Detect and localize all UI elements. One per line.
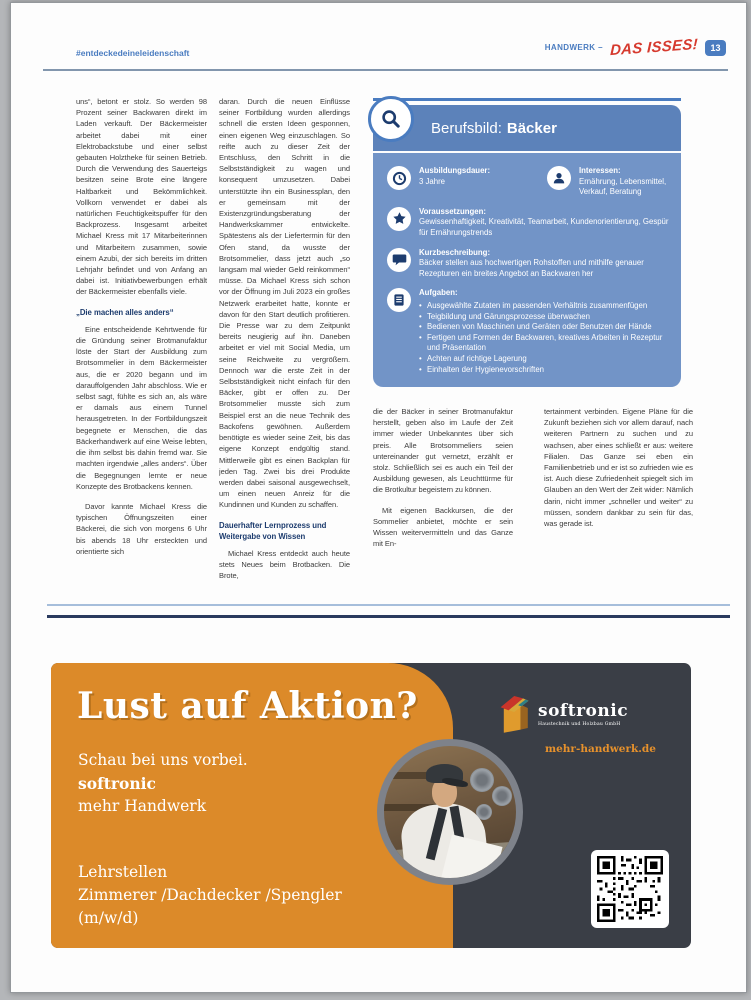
paragraph: die der Bäcker in seiner Brotmanufaktur herstellt, geben also im Laufe der Zeit immer wieder Unbekanntes über sich preis. Alle Brotsommeliers seien untereinander gut vernetzt, erzählt er stolz. Schließlich sei es auch ein Teil der Ausbildung gewesen, als Leuchttürme für die Brotkultur begeistern zu können. <box>373 407 513 495</box>
paragraph: Eine entscheidende Kehrtwende für die Gründung seiner Brotmanufaktur löste der Start der Ausbildung zum Brotsommelier in dem Bäckermeister aus, die er 2020 begann und im darauffolgenden Jahr abschloss. Wie er selbst sagt, fühlte es sich an, als wäre er damals aus einem Tunnel herausgetreten. In der Fortbildungszeit begegnete er Menschen, die das Bäckerhandwerk auf eine Weise lebten, die ihm selbst bis dahin fremd war. Sie machten irgendwie „alles anders“. Über die Begegnungen lernte er neue Konzepte des Brotbackens kennen. <box>76 324 207 491</box>
brand-slogan: DAS ISSES! <box>609 35 699 60</box>
advertisement <box>51 663 691 948</box>
infobox-requirements <box>387 207 669 239</box>
ad-job-line: (m/w/d) <box>78 909 139 927</box>
paragraph: tertainment verbinden. Eigene Pläne für die Zukunft beziehen sich vor allem darauf, nach weiteren Partnern zu suchen und zu wachsen, aber eines schließt er aus: weitere Filialen. Das Ganze sei eben ein Familienbetrieb und er ist so zufrieden wie es ist. Auch diese Zufriedenheit spiegelt sich im Glauben an den Wert der Zeit wider: Nämlich darin, nicht immer „schneller und weiter“ zu müssen, sondern dankbar zu sein für das, was gerade ist. <box>544 407 693 529</box>
softronic-logo <box>499 689 628 739</box>
house-logo-icon <box>499 689 531 739</box>
article-column-1 <box>76 96 207 580</box>
magazine-page <box>10 2 747 993</box>
person-icon <box>547 166 571 190</box>
infobox-value: 3 Jahre <box>419 176 446 186</box>
task-item: • Bedienen von Maschinen und Geräten oder Benutzen der Hände <box>419 322 669 333</box>
job-profile-infobox <box>373 105 681 387</box>
paragraph: Mit eigenen Backkursen, die der Sommelier anbietet, möchte er sein Wissen weitervermitteln und das Ganze mit En- <box>373 505 513 549</box>
ad-line: mehr Handwerk <box>78 797 207 815</box>
page-number-badge: 13 <box>705 40 726 56</box>
infobox-value: Ernährung, Lebensmittel, Verkauf, Beratung <box>579 176 667 197</box>
infobox-value: Gewissenhaftigkeit, Kreativität, Teamarbeit, Kundenorientierung, Gespür für Ernährungstrends <box>419 217 669 237</box>
paragraph: uns“, betont er stolz. So werden 98 Prozent seiner Backwaren direkt im Laden verkauft. Der Bäckermeister arbeitet dabei mit einer Elektrobackstube und einer selbst gebauten Holztheke für seinen Betrieb. Durch die Verwendung des Sauerteigs besitzen seine Brote eine längere Haltbarkeit und Bekömmlichkeit. Vollkorn verwendet er dabei als natürlichen Feuchtigkeitspuffer für den Backprozess. Insgesamt arbeitet Michael Kress mit 17 Mitarbeiterinnen und Mitarbeitern zusammen, sowie einem Azubi, der sich bereits im dritten Lehrjahr befindet und von Anfang an dabei ist. Initiativbewerbungen erhält der Bäckermeister ebenfalls viele. <box>76 97 207 297</box>
ad-job-line: Lehrstellen <box>78 863 168 881</box>
header-hashtag: #entdeckedeineleidenschaft <box>76 48 190 58</box>
section-heading: Dauerhafter Lernprozess und Weitergabe von Wissen <box>219 520 327 541</box>
infobox-label: Ausbildungsdauer: <box>419 166 491 175</box>
infobox-title <box>373 105 681 151</box>
worker-photo <box>377 739 523 885</box>
qr-code <box>591 850 669 928</box>
header-brand-group <box>544 35 726 60</box>
article-column-4 <box>544 406 693 576</box>
infobox-label: Voraussetzungen: <box>419 206 487 216</box>
clock-icon <box>387 166 411 190</box>
infobox-title-value: Bäcker <box>506 119 557 137</box>
search-icon <box>368 96 414 142</box>
clipboard-list-icon <box>387 288 411 312</box>
infobox-title-label: Berufsbild: <box>431 119 502 137</box>
ad-website-url: mehr-handwerk.de <box>545 743 656 755</box>
article-column-3 <box>373 406 513 576</box>
ad-job-line: Zimmerer /Dachdecker /Spengler <box>78 886 342 904</box>
section-heading: „Die machen alles anders“ <box>76 307 174 317</box>
task-item: • Teigbildung und Gärungsprozesse überwachen <box>419 312 669 323</box>
header-divider <box>43 69 728 71</box>
infobox-body <box>373 153 681 387</box>
task-item: • Achten auf richtige Lagerung <box>419 354 669 365</box>
paragraph: daran. Durch die neuen Einflüsse seiner Fortbildung wurden allerdings schnell die ersten Ideen gesponnen, einen eigenen Weg einzuschlagen. So reifte auch zu dieser Zeit der Entschluss, den Schritt in die Selbstständigkeit zu wagen und konsequent umzusetzen. Dabei unterstützte ihn ein Businessplan, den er gemeinsam mit der Existenzgründungsberatung der Handwerkskammer entwickelte. Spätestens als der Liefertermin für den Ofen stand, da wusste der Brotsommelier, dass jetzt auch „so langsam mal wieder Geld reinkommen“ müsse. Da Michael Kress sich schon vor der Öffnung im Juli 2023 ein großes Netzwerk erarbeitet hatte, konnte er davon für den Start deutlich profitieren. Die Presse war zu dem Zeitpunkt bereits neugierig auf ihn. Daneben arbeitet er viel mit Social Media, um seine Reichweite zu vergrößern. Dennoch war die erste Zeit in der Selbstständigkeit nicht einfach für den Bäcker, gibt er offen zu. Der Brotsommelier musste sich zum Beispiel erst an die neue Technik des Backofens gewöhnen. Außerdem benötigte es wieder seine Zeit, bis das eigene Konzept endgültig stand. Mittlerweile gibt es einen Backplan für jeden Tag. Zwei bis drei Produkte werden dabei saisonal ausgewechselt, um einen neuen Anreiz für die Kundinnen und Kunden zu schaffen. <box>219 97 350 510</box>
ad-line: Schau bei uns vorbei. <box>78 751 248 769</box>
infobox-top-rule <box>373 98 681 101</box>
photo-paper-sheet <box>441 834 502 885</box>
logo-wordmark: softronic <box>538 701 629 721</box>
infobox-label: Kurzbeschreibung: <box>419 247 491 257</box>
task-item: • Fertigen und Formen der Backwaren, kreatives Arbeiten in Rezeptur und Präsentation <box>419 333 669 354</box>
infobox-tasks <box>387 288 669 375</box>
ad-job-offers <box>78 861 342 930</box>
ad-subtext <box>78 749 248 818</box>
infobox-interests <box>547 166 669 198</box>
footer-divider-dark <box>47 615 730 618</box>
article-column-2 <box>219 96 350 580</box>
infobox-row-split <box>387 166 669 207</box>
ad-line: softronic <box>78 774 156 793</box>
infobox-value: Bäcker stellen aus hochwertigen Rohstoffen und mithilfe genauer Rezepturen ein breites Angebot an Backwaren her <box>419 258 644 278</box>
paragraph: Michael Kress entdeckt auch heute stets Neues beim Brotbacken. Die Brote, <box>219 548 350 580</box>
star-icon <box>387 207 411 231</box>
ad-headline: Lust auf Aktion? <box>77 685 418 727</box>
infobox-duration <box>387 166 547 190</box>
infobox-label: Interessen: <box>579 166 621 175</box>
photo-duct <box>470 768 494 792</box>
paragraph: Davor kannte Michael Kress die typischen Öffnungszeiten einer Bäckerei, die sich von morgens 6 Uhr bis abends 18 Uhr ersteckten und orientierte sich <box>76 501 207 556</box>
photo-duct <box>492 786 512 806</box>
task-item: • Einhalten der Hygienevorschriften <box>419 365 669 376</box>
logo-subline: Haustechnik und Holzbau GmbH <box>538 722 621 727</box>
infobox-description <box>387 248 669 280</box>
task-item: • Ausgewählte Zutaten im passenden Verhältnis zusammenfügen <box>419 301 669 312</box>
speech-bubble-icon <box>387 248 411 272</box>
brand-name: HANDWERK – <box>544 43 603 52</box>
infobox-label: Aufgaben: <box>419 288 458 298</box>
footer-divider-light <box>47 604 730 606</box>
task-list <box>419 301 669 375</box>
